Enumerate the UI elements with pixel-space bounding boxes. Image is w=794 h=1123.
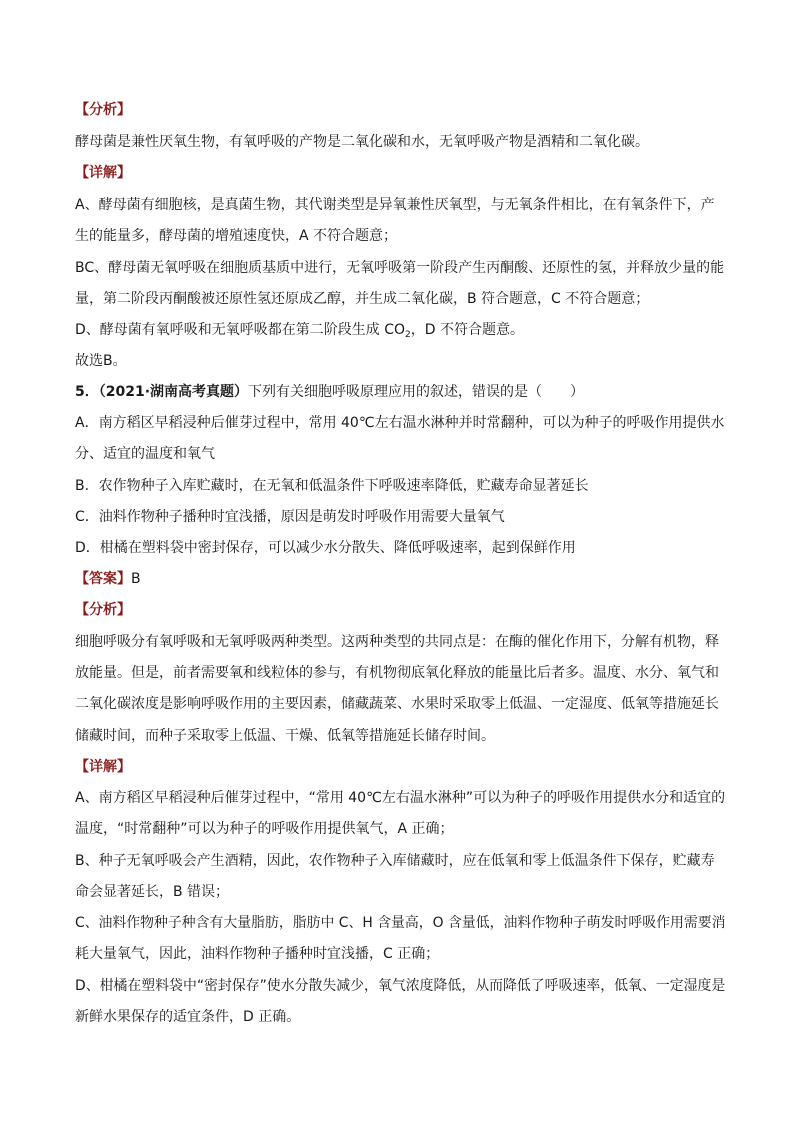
conclusion-text: 故选B。	[75, 353, 127, 369]
analysis-text-line: 二氧化碳浓度是影响呼吸作用的主要因素，储藏蔬菜、水果时采取零上低温、一定湿度、低氧等措施延长	[75, 696, 719, 712]
answer-line	[75, 569, 141, 589]
answer-value: B	[131, 571, 141, 587]
detail-text-line: D、柑橘在塑料袋中“密封保存”使水分散失减少，氧气浓度降低，从而降低了呼吸速率，低氧、一定湿度是	[75, 978, 726, 994]
question-source: （2021·湖南高考真题）	[98, 384, 249, 400]
option-a-line: A．南方稻区早稻浸种后催芽过程中，常用 40℃左右温水淋种并时常翻种，可以为种子的呼吸作用提供水	[75, 415, 725, 431]
question-stem	[75, 382, 584, 402]
detail-text-line: B、种子无氧呼吸会产生酒精，因此，农作物种子入库储藏时，应在低氧和零上低温条件下保存，贮藏寿	[75, 853, 715, 869]
detail-text-line: 温度，“时常翻种”可以为种子的呼吸作用提供氧气，A 正确；	[75, 821, 454, 837]
detail-text-line: A、酵母菌有细胞核，是真菌生物，其代谢类型是异氧兼性厌氧型，与无氧条件相比，在有氧条件下，产	[75, 197, 715, 213]
answer-heading: 【答案】	[75, 571, 131, 587]
detail-heading: 【详解】	[75, 165, 131, 181]
analysis-heading: 【分析】	[75, 602, 131, 618]
question-text: 下列有关细胞呼吸原理应用的叙述，错误的是（ ）	[248, 384, 585, 400]
subscript: 2	[405, 330, 411, 340]
analysis-text-line: 储藏时间，而种子采取零上低温、干燥、低氧等措施延长储存时间。	[75, 728, 495, 744]
detail-heading: 【详解】	[75, 759, 131, 775]
option-a-line: 分、适宜的温度和氧气	[75, 446, 215, 462]
option-d: D．柑橘在塑料袋中密封保存，可以减少水分散失、降低呼吸速率，起到保鲜作用	[75, 540, 576, 556]
option-c: C．油料作物种子播种时宜浅播，原因是萌发时呼吸作用需要大量氧气	[75, 509, 505, 525]
analysis-heading: 【分析】	[75, 102, 131, 118]
detail-text-line: C、油料作物种子种含有大量脂肪，脂肪中 C、H 含量高，O 含量低，油料作物种子萌发时呼吸作用需要消	[75, 915, 726, 931]
analysis-text-line: 细胞呼吸分有氧呼吸和无氧呼吸两种类型。这两种类型的共同点是：在酶的催化作用下，分解有机物，释	[75, 634, 719, 650]
detail-text-line: 量，第二阶段丙酮酸被还原性氢还原成乙醇，并生成二氧化碳，B 符合题意，C 不符合题意；	[75, 291, 650, 307]
detail-text-line: 新鲜水果保存的适宜条件，D 正确。	[75, 1009, 301, 1025]
detail-text-line: 生的能量多，酵母菌的增殖速度快，A 不符合题意；	[75, 228, 398, 244]
analysis-text: 酵母菌是兼性厌氧生物，有氧呼吸的产物是二氧化碳和水，无氧呼吸产物是酒精和二氧化碳。	[75, 134, 649, 150]
detail-text-d-part: D、酵母菌有氧呼吸和无氧呼吸都在第二阶段生成 CO	[75, 322, 406, 338]
detail-text-line: A、南方稻区早稻浸种后催芽过程中，“常用 40℃左右温水淋种”可以为种子的呼吸作用提供水分和适宜的	[75, 790, 726, 806]
detail-text-line: BC、酵母菌无氧呼吸在细胞质基质中进行，无氧呼吸第一阶段产生丙酮酸、还原性的氢，并释放少量的能	[75, 260, 725, 276]
analysis-text-line: 放能量。但是，前者需要氧和线粒体的参与，有机物彻底氧化释放的能量比后者多。温度、水分、氧气和	[75, 665, 719, 681]
detail-text-d-part: ，D 不符合题意。	[410, 322, 524, 338]
question-number: 5．	[75, 384, 99, 400]
option-b: B．农作物种子入库贮藏时，在无氧和低温条件下呼吸速率降低，贮藏寿命显著延长	[75, 478, 589, 494]
detail-text-line: 耗大量氧气，因此，油料作物种子播种时宜浅播，C 正确；	[75, 946, 440, 962]
detail-text-line: 命会显著延长，B 错误；	[75, 884, 230, 900]
detail-text-line	[75, 320, 524, 340]
